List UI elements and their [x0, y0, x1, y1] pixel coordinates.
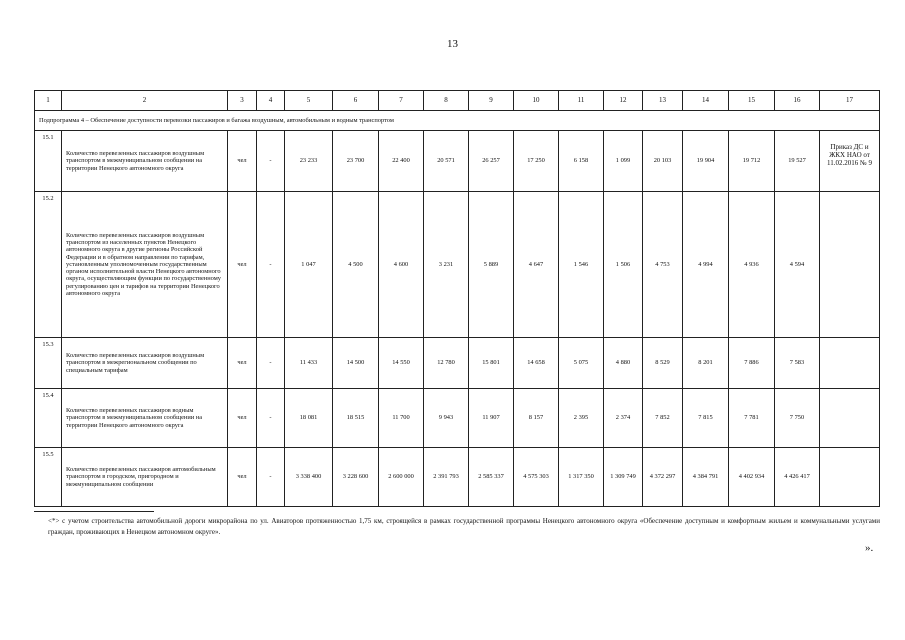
value-cell: 3 228 600 — [333, 448, 379, 507]
value-cell: 14 500 — [333, 338, 379, 389]
header-row — [35, 91, 880, 111]
value-cell: 2 391 793 — [424, 448, 469, 507]
value-cell: 4 936 — [729, 192, 775, 338]
header-cell: 6 — [333, 91, 379, 111]
value-cell: 7 583 — [775, 338, 820, 389]
value-cell: 14 658 — [514, 338, 559, 389]
header-cell: 8 — [424, 91, 469, 111]
table-row — [35, 131, 880, 192]
value-cell: 4 372 297 — [643, 448, 683, 507]
value-cell: 4 594 — [775, 192, 820, 338]
header-cell: 10 — [514, 91, 559, 111]
row-number: 15.2 — [35, 192, 62, 338]
value-cell: 4 647 — [514, 192, 559, 338]
table-row — [35, 338, 880, 389]
value-cell: 8 201 — [683, 338, 729, 389]
footnote-divider — [34, 511, 154, 512]
value-cell: 20 103 — [643, 131, 683, 192]
header-cell: 5 — [285, 91, 333, 111]
base-value-cell: - — [257, 389, 285, 448]
value-cell: 4 880 — [604, 338, 643, 389]
header-cell: 11 — [559, 91, 604, 111]
row-number: 15.3 — [35, 338, 62, 389]
indicator-description: Количество перевезенных пассажиров воздушным транспортом в межмуниципальном сообщении на территории Ненецкого автономного округа — [62, 131, 228, 192]
row-number: 15.4 — [35, 389, 62, 448]
value-cell: 3 338 400 — [285, 448, 333, 507]
table-row — [35, 448, 880, 507]
value-cell: 1 099 — [604, 131, 643, 192]
base-value-cell: - — [257, 338, 285, 389]
value-cell: 1 506 — [604, 192, 643, 338]
value-cell: 1 309 749 — [604, 448, 643, 507]
legal-basis-cell — [820, 338, 880, 389]
legal-basis-cell — [820, 192, 880, 338]
header-cell: 3 — [228, 91, 257, 111]
subprogram-title: Подпрограмма 4 – Обеспечение доступности перевозки пассажиров и багажа воздушным, автомобильным и водным транспортом — [35, 111, 880, 131]
value-cell: 14 550 — [379, 338, 424, 389]
header-cell: 7 — [379, 91, 424, 111]
unit-cell: чел — [228, 192, 257, 338]
value-cell: 11 433 — [285, 338, 333, 389]
table-row — [35, 192, 880, 338]
header-cell: 12 — [604, 91, 643, 111]
value-cell: 4 426 417 — [775, 448, 820, 507]
header-cell: 4 — [257, 91, 285, 111]
value-cell: 18 515 — [333, 389, 379, 448]
header-cell: 2 — [62, 91, 228, 111]
value-cell: 18 081 — [285, 389, 333, 448]
unit-cell: чел — [228, 448, 257, 507]
indicator-description: Количество перевезенных пассажиров автомобильным транспортом в городском, пригородном и межмуниципальном сообщении — [62, 448, 228, 507]
row-number: 15.1 — [35, 131, 62, 192]
value-cell: 1 047 — [285, 192, 333, 338]
value-cell: 12 780 — [424, 338, 469, 389]
value-cell: 4 402 934 — [729, 448, 775, 507]
table-row — [35, 389, 880, 448]
legal-basis-cell — [820, 389, 880, 448]
value-cell: 3 231 — [424, 192, 469, 338]
row-number: 15.5 — [35, 448, 62, 507]
value-cell: 20 571 — [424, 131, 469, 192]
value-cell: 4 994 — [683, 192, 729, 338]
value-cell: 1 317 350 — [559, 448, 604, 507]
value-cell: 7 781 — [729, 389, 775, 448]
value-cell: 11 907 — [469, 389, 514, 448]
value-cell: 9 943 — [424, 389, 469, 448]
value-cell: 2 395 — [559, 389, 604, 448]
page-number: 13 — [447, 38, 458, 50]
unit-cell: чел — [228, 338, 257, 389]
indicator-description: Количество перевезенных пассажиров воздушным транспортом из населенных пунктов Ненецкого автономного округа в другие регионы Российской Федерации и в обратном направлении по тарифам, установленным уполномоченным государственным органом исполнительной власти Ненецкого автономного округа, осуществляющим функции по государственному регулированию цен и тарифов на территории Ненецкого автономного округа — [62, 192, 228, 338]
value-cell: 6 158 — [559, 131, 604, 192]
header-cell: 15 — [729, 91, 775, 111]
legal-basis-note: Приказ ДС и ЖКХ НАО от 11.02.2016 № 9 — [820, 131, 880, 192]
base-value-cell: - — [257, 131, 285, 192]
value-cell: 4 575 303 — [514, 448, 559, 507]
indicator-description: Количество перевезенных пассажиров водным транспортом в межмуниципальном сообщении на территории Ненецкого автономного округа — [62, 389, 228, 448]
value-cell: 7 750 — [775, 389, 820, 448]
value-cell: 22 400 — [379, 131, 424, 192]
value-cell: 4 600 — [379, 192, 424, 338]
value-cell: 2 585 337 — [469, 448, 514, 507]
value-cell: 19 527 — [775, 131, 820, 192]
header-cell: 14 — [683, 91, 729, 111]
value-cell: 17 250 — [514, 131, 559, 192]
value-cell: 2 600 000 — [379, 448, 424, 507]
value-cell: 23 233 — [285, 131, 333, 192]
value-cell: 26 257 — [469, 131, 514, 192]
value-cell: 1 546 — [559, 192, 604, 338]
indicator-description: Количество перевезенных пассажиров воздушным транспортом в межрегиональном сообщении по специальным тарифам — [62, 338, 228, 389]
value-cell: 2 374 — [604, 389, 643, 448]
unit-cell: чел — [228, 131, 257, 192]
header-cell: 9 — [469, 91, 514, 111]
value-cell: 8 157 — [514, 389, 559, 448]
value-cell: 8 529 — [643, 338, 683, 389]
value-cell: 7 852 — [643, 389, 683, 448]
value-cell: 11 700 — [379, 389, 424, 448]
value-cell: 19 904 — [683, 131, 729, 192]
unit-cell: чел — [228, 389, 257, 448]
value-cell: 4 500 — [333, 192, 379, 338]
value-cell: 7 815 — [683, 389, 729, 448]
value-cell: 4 753 — [643, 192, 683, 338]
header-cell: 13 — [643, 91, 683, 111]
value-cell: 7 886 — [729, 338, 775, 389]
header-cell: 16 — [775, 91, 820, 111]
header-cell: 17 — [820, 91, 880, 111]
base-value-cell: - — [257, 448, 285, 507]
base-value-cell: - — [257, 192, 285, 338]
value-cell: 23 700 — [333, 131, 379, 192]
value-cell: 15 801 — [469, 338, 514, 389]
header-cell: 1 — [35, 91, 62, 111]
value-cell: 5 075 — [559, 338, 604, 389]
value-cell: 5 889 — [469, 192, 514, 338]
footnote: <*> с учетом строительства автомобильной дороги микрорайона по ул. Авиаторов протяженностью 1,75 км, строящейся в рамках государственной программы Ненецкого автономного округа «Обеспечение доступным и комфортным жильем и коммунальными услугами граждан, проживающих в Ненецком автономном округе». — [48, 517, 880, 536]
value-cell: 19 712 — [729, 131, 775, 192]
value-cell: 4 384 791 — [683, 448, 729, 507]
indicators-table — [34, 90, 880, 507]
closing-quote: ». — [865, 542, 874, 554]
subprogram-row — [35, 111, 880, 131]
legal-basis-cell — [820, 448, 880, 507]
